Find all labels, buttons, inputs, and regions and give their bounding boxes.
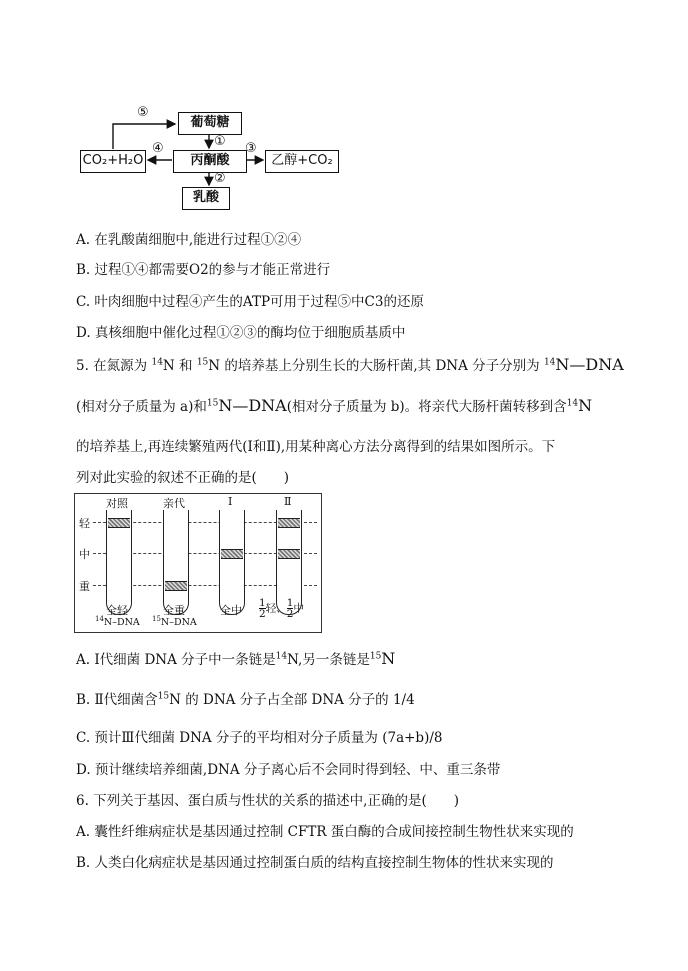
result-control-sub <box>95 614 140 628</box>
band-medium <box>278 549 300 559</box>
tube-gen1 <box>219 510 245 615</box>
isotope-14: 14 <box>95 614 104 623</box>
fraction-den: 2 <box>286 608 294 620</box>
q6-option-a: A. 囊性纤维病症状是基因通过控制 CFTR 蛋白酶的合成间接控制生物性状来实现的 <box>76 824 574 840</box>
ethanol-co2-box: 乙醇+CO₂ <box>265 150 339 173</box>
q5-text: N 和 <box>162 358 193 374</box>
result-parent-sub <box>152 614 197 628</box>
q5-option-c: C. 预计Ⅲ代细菌 DNA 分子的平均相对分子质量为 (7a+b)/8 <box>76 730 443 746</box>
step-1-label: ① <box>214 134 226 149</box>
isotope-15: 15 <box>196 357 209 368</box>
result-text: 轻、 <box>265 602 287 615</box>
q5-stem-line-4: 列对此实验的叙述不正确的是( ) <box>76 470 290 486</box>
tube-label-gen2: Ⅱ <box>284 495 292 508</box>
step-5-label: ⑤ <box>137 105 149 120</box>
isotope-15: 15 <box>152 614 161 623</box>
q6-stem: 6. 下列关于基因、蛋白质与性状的关系的描述中,正确的是( ) <box>76 793 459 809</box>
tube-label-parent: 亲代 <box>163 497 185 510</box>
q5-text: N—DNA <box>218 396 287 415</box>
q5-opt-text: B. Ⅱ代细菌含 <box>76 692 158 708</box>
fraction-num: 1 <box>286 597 294 609</box>
result-control: 全轻 <box>106 604 128 617</box>
q5-opt-text: N <box>381 649 396 668</box>
fraction-num: 1 <box>259 597 266 609</box>
q5-opt-text: N 的 DNA 分子占全部 DNA 分子的 1/4 <box>169 692 415 708</box>
side-label-light: 轻 <box>79 517 90 530</box>
isotope-14: 14 <box>151 357 163 368</box>
centrifuge-figure <box>74 493 322 633</box>
q5-text: 5. 在氮源为 <box>76 358 148 374</box>
tube-label-gen1: Ⅰ <box>228 495 233 508</box>
band-light <box>278 518 300 528</box>
isotope-15: 15 <box>157 691 170 702</box>
step-2-label: ② <box>214 171 226 186</box>
q4-option-c: C. 叶肉细胞中过程④产生的ATP可用于过程⑤中C3的还原 <box>76 294 424 310</box>
isotope-14: 14 <box>543 357 556 368</box>
q5-option-a <box>76 648 395 668</box>
result-gen1: 全中 <box>220 604 242 617</box>
isotope-15: 15 <box>369 651 382 662</box>
q5-opt-text: N,另一条链是 <box>287 652 370 668</box>
q5-text: N 的培养基上分别生长的大肠杆菌,其 DNA 分子分别为 <box>208 358 540 374</box>
q5-text: N <box>578 396 593 415</box>
fraction-den: 2 <box>259 608 266 620</box>
tube-control <box>106 510 132 615</box>
side-label-medium: 中 <box>79 548 90 561</box>
q5-text: (相对分子质量为 a)和 <box>76 399 207 415</box>
q5-stem-line-3: 的培养基上,再连续繁殖两代(Ⅰ和Ⅱ),用某种离心方法分离得到的结果如图所示。下 <box>76 439 556 455</box>
result-text: N–DNA <box>103 617 140 628</box>
q4-option-d: D. 真核细胞中催化过程①②③的酶均位于细胞质基质中 <box>76 325 406 341</box>
q5-text: (相对分子质量为 b)。将亲代大肠杆菌转移到含 <box>286 399 567 415</box>
q5-option-d: D. 预计继续培养细菌,DNA 分子离心后不会同时得到轻、中、重三条带 <box>76 762 501 778</box>
isotope-14: 14 <box>275 651 288 662</box>
isotope-14: 14 <box>566 398 579 409</box>
result-parent: 全重 <box>163 604 185 617</box>
q5-text: N—DNA <box>555 355 624 374</box>
q5-stem-line-2 <box>76 395 592 415</box>
co2-h2o-box: CO₂+H₂O <box>80 150 146 173</box>
q5-opt-text: A. Ⅰ代细菌 DNA 分子中一条链是 <box>76 652 276 668</box>
q4-option-b: B. 过程①④都需要O2的参与才能正常进行 <box>76 262 331 278</box>
q6-option-b: B. 人类白化病症状是基因通过控制蛋白质的结构直接控制生物体的性状来实现的 <box>76 855 554 871</box>
lactate-box: 乳酸 <box>182 187 230 210</box>
tube-label-control: 对照 <box>106 497 128 510</box>
pathway-arrows <box>0 0 360 220</box>
result-text: N–DNA <box>160 617 197 628</box>
pyruvate-box: 丙酮酸 <box>173 150 247 173</box>
side-label-heavy: 重 <box>79 580 90 593</box>
step-4-label: ④ <box>152 141 164 156</box>
q5-stem-line-1 <box>76 354 624 374</box>
q5-option-b <box>76 688 415 708</box>
glucose-box: 葡萄糖 <box>178 112 242 135</box>
result-text: 中 <box>293 602 304 615</box>
step-3-label: ③ <box>245 141 257 156</box>
tube-parent <box>163 510 189 615</box>
band-light <box>108 518 130 528</box>
band-medium <box>221 549 243 559</box>
band-heavy <box>165 581 187 591</box>
q4-option-a: A. 在乳酸菌细胞中,能进行过程①②④ <box>76 232 302 248</box>
result-gen2 <box>259 598 304 619</box>
isotope-15: 15 <box>206 398 219 409</box>
